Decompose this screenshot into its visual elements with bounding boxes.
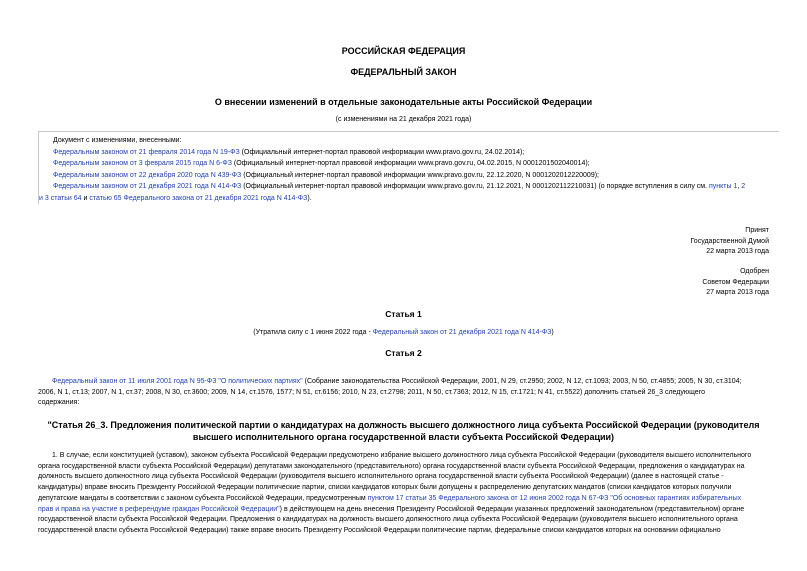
article-1-note-post: ) xyxy=(551,329,554,336)
body-text: депутатские мандаты в соответствии с законом субъекта Российской Федерации, предусмотренным xyxy=(38,494,368,502)
change-text: (Официальный интернет-портал правовой информации www.pravo.gov.ru, 21.12.2021, N 0001202112210031) (о порядке вступления в силу см. xyxy=(241,183,709,190)
change-text: и xyxy=(81,194,90,202)
body-line: 1. В случае, если конституцией (уставом), законом субъекта Российской Федерации предусмотрено избрание высшего должностного лица субъекта Российской Федерации (руководителя высшего исполнительного xyxy=(52,452,752,459)
change-link[interactable]: и 3 статьи 64 xyxy=(39,194,82,202)
body-line: органа государственной власти субъекта Российской Федерации) депутатами законодательного (представительного) органа государственной власти субъекта Российской Федерации, предложения о кандидатурах на xyxy=(38,462,745,470)
article-1-title: Статья 1 xyxy=(385,309,422,319)
body-line: должность высшего должностного лица субъекта Российской Федерации (руководителя высшего исполнительного органа государственной власти субъекта Российской Федерации) (далее в настоящей статье - xyxy=(38,473,724,481)
change-text: (Официальный интернет-портал правовой информации www.pravo.gov.ru, 22.12.2020, N 0001202012220009); xyxy=(241,171,599,179)
change-item xyxy=(39,158,779,170)
heading-line: "Статья 26_3. Предложения политической партии о кандидатурах на должность высшего должностного лица субъекта Российской Федерации (руководителя xyxy=(47,420,760,430)
change-text: (Официальный интернет-портал правовой информации www.pravo.gov.ru, 04.02.2015, N 0001201502040014); xyxy=(231,160,590,167)
body-line: государственной власти субъекта Российской Федерации) также вправе вносить Президенту Российской Федерации политические партии, федеральные списки кандидатов которых на основании официально xyxy=(38,526,721,534)
change-text: ). xyxy=(307,194,312,202)
article-26-3-heading xyxy=(38,419,769,443)
country-heading: РОССИЙСКАЯ ФЕДЕРАЦИЯ xyxy=(341,46,466,56)
body-line: кандидатуры) вправе вносить Президенту Российской Федерации политические партии, списки кандидатов которых были допущены к распределению депутатских мандатов (списки кандидатов которых получили xyxy=(38,484,732,492)
article-1-note-pre: (Утратила силу с 1 июня 2022 года - xyxy=(253,329,373,336)
change-item xyxy=(39,147,779,159)
change-item-continuation xyxy=(39,193,779,205)
change-link[interactable]: Федеральным законом от 3 февраля 2015 года N 6-ФЗ xyxy=(53,160,232,167)
change-link[interactable]: 2 xyxy=(741,183,746,190)
body-line xyxy=(38,494,769,505)
change-item xyxy=(39,181,779,193)
body-line xyxy=(38,505,769,516)
council-date: 27 марта 2013 года xyxy=(706,289,769,296)
heading-line: высшего исполнительного органа государственной власти субъекта Российской Федерации) xyxy=(192,432,615,442)
changes-intro: Документ с изменениями, внесенными: xyxy=(53,137,182,144)
article-1-note xyxy=(0,328,807,338)
change-link[interactable]: пункты 1 xyxy=(709,183,738,190)
document-title: О внесении изменений в отдельные законодательные акты Российской Федерации xyxy=(214,97,593,107)
article-2-line: 2006, N 1, ст.13; 2007, N 1, ст.37; 2008, N 30, ст.3600; 2009, N 14, ст.1576, 1577; N 51, ст.6156; 2010, N 23, ст.2798; 2011, N 50, ст.7363; 2012, N 15, ст.1721; N 41, ст.5522) дополнить статьей 26_3 следующего xyxy=(38,388,705,396)
change-text: , xyxy=(737,183,742,190)
change-link[interactable]: Федеральным законом от 21 февраля 2014 года N 19-ФЗ xyxy=(53,148,240,156)
article-2-body xyxy=(38,377,769,409)
law-67-link[interactable]: прав и права на участие в референдуме граждан Российской Федерации" xyxy=(38,505,280,513)
change-link[interactable]: статью 65 Федерального закона от 21 декабря 2021 года N 414-ФЗ xyxy=(89,194,308,202)
law-67-link[interactable]: пунктом 17 статьи 35 Федерального закона от 12 июня 2002 года N 67-ФЗ "Об основных гарантиях избирательных xyxy=(367,494,742,502)
body-text: ) в действующем на день внесения Президенту Российской Федерации указанных предложений законодательном (представительном) органе xyxy=(279,505,745,513)
duma-label: Государственной Думой xyxy=(690,237,769,245)
change-text: (Официальный интернет-портал правовой информации www.pravo.gov.ru, 24.02.2014); xyxy=(239,148,525,156)
accepted-label: Принят xyxy=(745,227,769,234)
article-26-3-body xyxy=(38,451,769,537)
approved-label: Одобрен xyxy=(740,268,769,275)
article-2-line xyxy=(38,377,769,388)
article-2-text: (Собрание законодательства Российской Федерации, 2001, N 29, ст.2950; 2002, N 12, ст.1093; 2003, N 50, ст.4855; 2005, N 30, ст.3104; xyxy=(302,378,742,385)
change-link[interactable]: Федеральным законом от 21 декабря 2021 года N 414-ФЗ xyxy=(53,183,242,190)
duma-date: 22 марта 2013 года xyxy=(706,248,769,255)
change-link[interactable]: Федеральным законом от 22 декабря 2020 года N 439-ФЗ xyxy=(53,171,242,179)
law-type-heading: ФЕДЕРАЛЬНЫЙ ЗАКОН xyxy=(350,67,457,77)
article-1-note-link[interactable]: Федеральный закон от 21 декабря 2021 года N 414-ФЗ xyxy=(372,329,552,336)
changes-block xyxy=(38,131,779,204)
law-95-link[interactable]: Федеральный закон от 11 июля 2001 года N 95-ФЗ "О политических партиях" xyxy=(52,378,303,385)
adoption-duma xyxy=(690,226,769,258)
adoption-council xyxy=(702,267,769,299)
article-2-title: Статья 2 xyxy=(385,348,422,358)
change-item xyxy=(39,170,779,182)
body-line: государственной власти субъекта Российской Федерации. Предложения о кандидатурах на должность высшего должностного лица субъекта Российской Федерации (руководителя высшего исполнительного органа xyxy=(38,516,738,524)
edition-note: (с изменениями на 21 декабря 2021 года) xyxy=(335,116,472,123)
article-2-line: содержания: xyxy=(38,399,80,407)
council-label: Советом Федерации xyxy=(702,278,769,286)
